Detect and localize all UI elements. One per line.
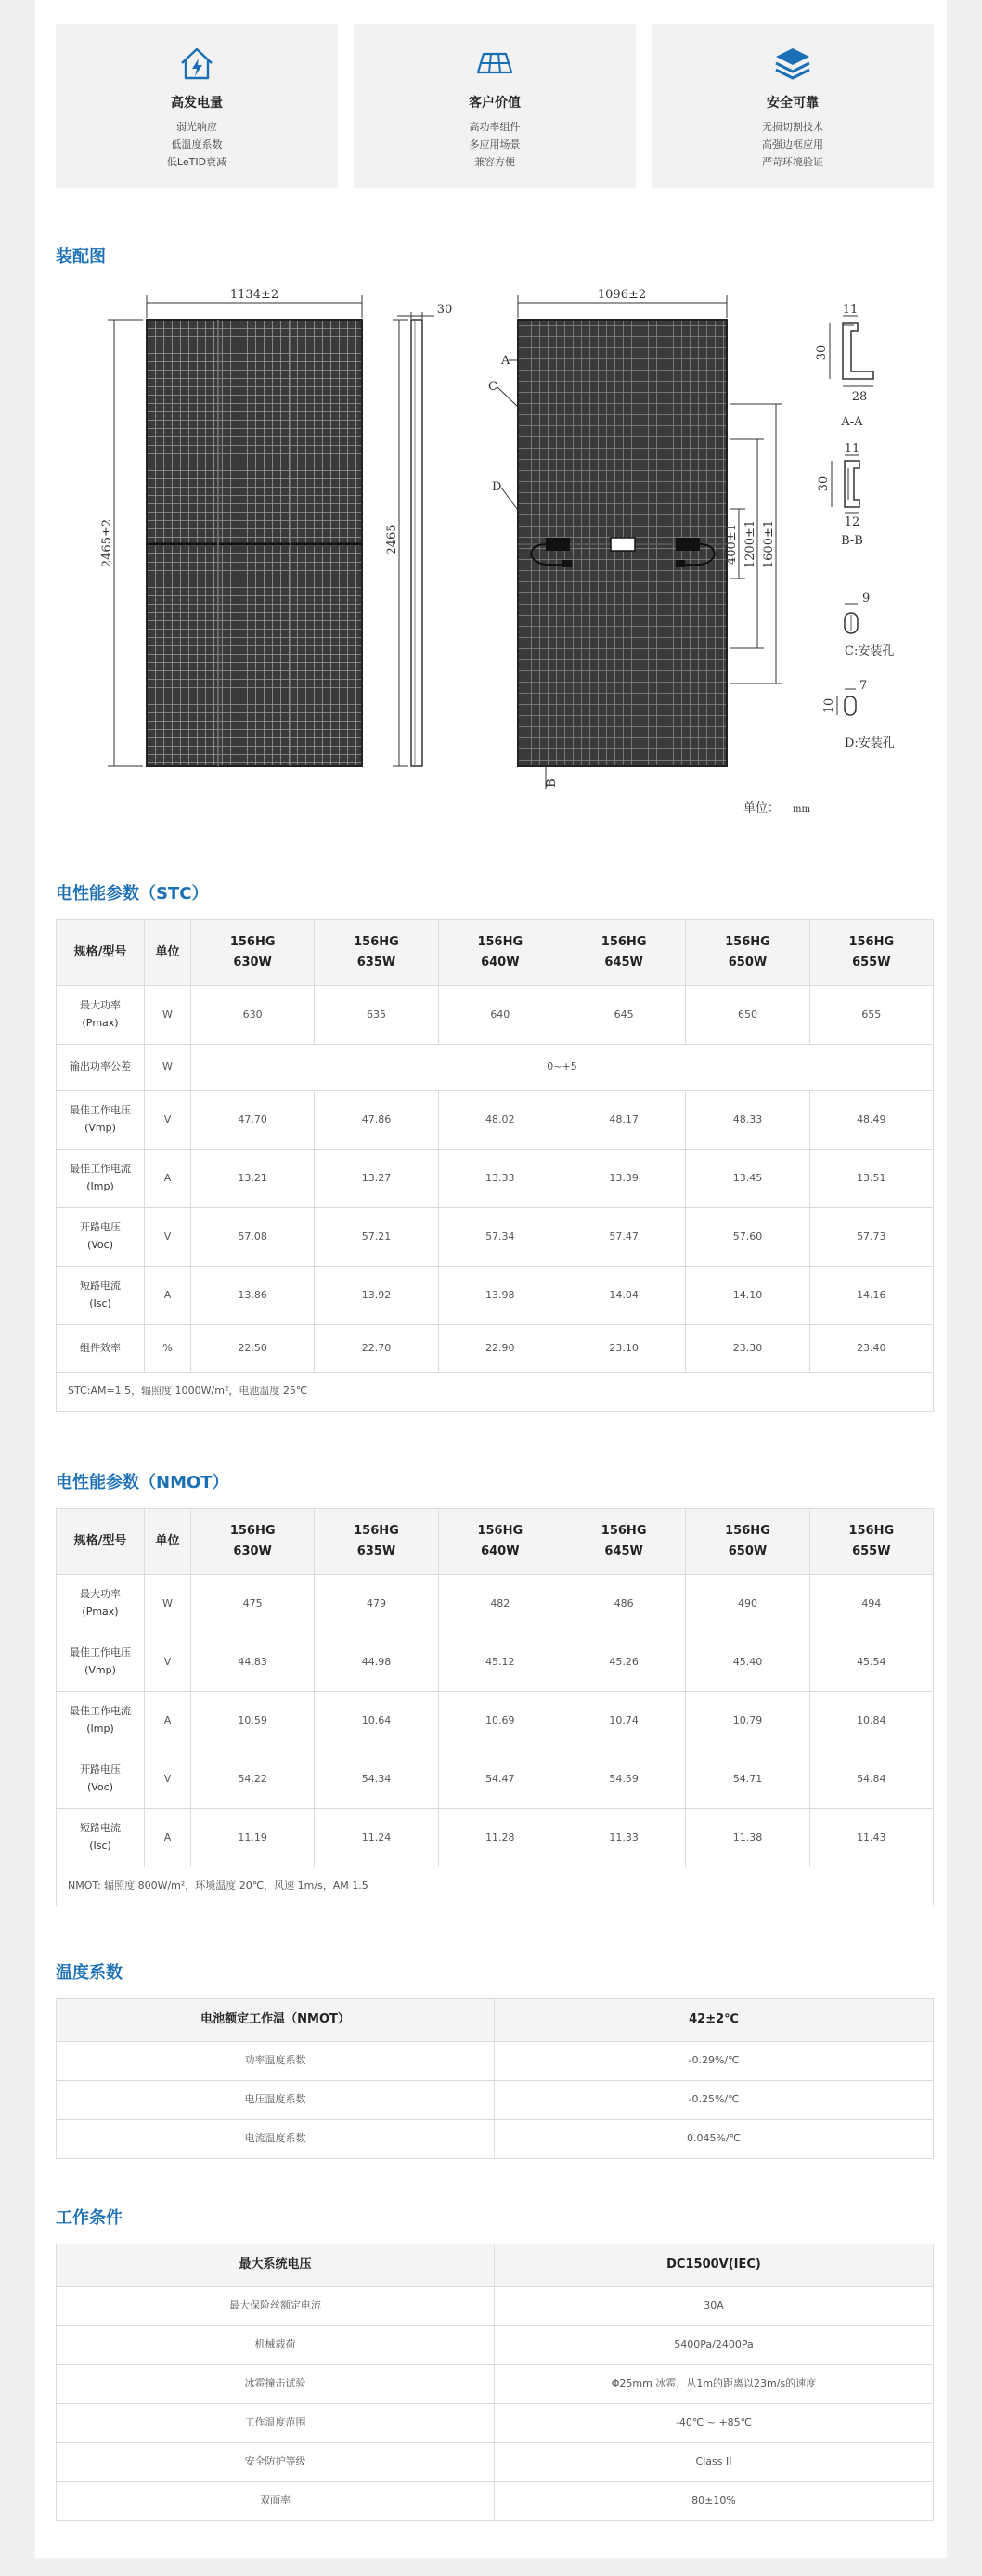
nmot-table [56,1508,934,1906]
feature-line: 无损切割技术 [762,121,823,133]
feature-line: 弱光响应 [176,121,217,133]
table-row: 开路电压 (Voc) V 57.08 57.21 57.34 57.47 57.60 57.73 [57,1208,934,1267]
feature-title: 高发电量 [171,96,223,111]
bb-bottom-dim: 12 [844,515,860,529]
assembly-drawing [63,269,917,826]
back-width-dimension: 1096±2 [597,288,647,302]
table-row: 最佳工作电压 (Vmp) V 47.70 47.86 48.02 48.17 48.33 48.49 [57,1091,934,1150]
c-label: C:安装孔 [845,644,895,658]
table-note-row [57,1867,934,1906]
table-row: 最佳工作电压 (Vmp) V 44.83 44.98 45.12 45.26 45.40 45.54 [57,1633,934,1692]
feature-cards [56,24,934,188]
c-dim: 9 [862,592,871,605]
feature-line: 兼容方便 [474,156,515,168]
table-row: 短路电流 (Isc) A 13.86 13.92 13.98 14.04 14.10 14.16 [57,1267,934,1325]
unit-label: 单位： [743,801,781,815]
dim-400: 400±1 [725,524,739,565]
side-view [411,320,422,766]
nmot-note: NMOT: 辐照度 800W/m²，环境温度 20℃，风速 1m/s，AM 1.5 [57,1867,934,1906]
feature-title: 客户价值 [469,96,521,111]
feature-line: 高功率组件 [469,121,521,133]
header-model-645: 156HG 645W [562,1509,685,1575]
table-header-row [57,2244,934,2287]
assembly-title: 装配图 [56,247,106,267]
d-label: D:安装孔 [845,736,895,750]
marker-b: B [545,778,559,787]
d-dim-w: 7 [859,679,868,693]
unit-value: mm [793,804,810,814]
table-header-row [57,920,934,986]
length-dimension: 2465±2 [100,518,114,568]
table-header-row [57,1999,934,2042]
feature-line: 低LeTID衰减 [166,156,227,168]
header-unit: 单位 [145,920,191,986]
conditions-title: 工作条件 [56,2208,123,2228]
table-row: 最大功率 (Pmax) W 630 635 640 645 650 655 [57,986,934,1045]
mounting-hole-d [845,696,856,715]
table-row: 最佳工作电流 (Imp) A 13.21 13.27 13.33 13.39 13.45 13.51 [57,1150,934,1208]
stc-note: STC:AM=1.5，辐照度 1000W/m²，电池温度 25℃ [57,1373,934,1412]
bb-height-dim: 30 [817,475,831,492]
header-model-635: 156HG 635W [315,1509,438,1575]
table-row: 最佳工作电流 (Imp) A 10.59 10.64 10.69 10.74 10.79 10.84 [57,1692,934,1750]
temp-header-value: 42±2℃ [495,1999,934,2042]
table-row: 电流温度系数 0.045%/℃ [57,2120,934,2159]
section-bb [845,461,859,507]
table-row: 短路电流 (Isc) A 11.19 11.24 11.28 11.33 11.38 11.43 [57,1809,934,1867]
conditions-table [56,2244,934,2521]
table-note-row [57,1373,934,1412]
header-unit: 单位 [145,1509,191,1575]
feature-card-power [56,24,338,188]
header-model-655: 156HG 655W [809,1509,933,1575]
table-row: 机械载荷 5400Pa/2400Pa [57,2326,934,2365]
table-row: 最大保险丝额定电流 30A [57,2287,934,2326]
header-model-645: 156HG 645W [562,920,685,986]
feature-card-safety [652,24,934,188]
feature-card-value [354,24,636,188]
aa-top-dim: 11 [842,303,859,317]
conditions-header-value: DC1500V(IEC) [495,2244,934,2287]
table-row: 最大功率 (Pmax) W 475 479 482 486 490 494 [57,1575,934,1633]
header-model-630: 156HG 630W [191,920,315,986]
stc-table [56,919,934,1412]
aa-label: A-A [841,415,863,429]
content-area [35,0,947,2558]
width-dimension: 1134±2 [229,288,279,302]
nmot-title: 电性能参数（NMOT） [56,1473,229,1492]
conditions-header-label: 最大系统电压 [57,2244,495,2287]
stc-title: 电性能参数（STC） [56,884,209,904]
house-lightning-icon [176,43,217,84]
dim-1600: 1600±1 [762,519,776,569]
header-model-655: 156HG 655W [809,920,933,986]
table-row: 安全防护等级 Class II [57,2443,934,2482]
header-model-640: 156HG 640W [438,920,562,986]
side-length-dimension: 2465 [385,524,399,555]
thickness-dimension: 30 [436,303,453,317]
table-row: 组件效率 % 22.50 22.70 22.90 23.10 23.30 23.40 [57,1325,934,1373]
temp-header-label: 电池额定工作温（NMOT） [57,1999,495,2042]
feature-line: 低温度系数 [171,138,223,150]
table-header-row [57,1509,934,1575]
table-row: 输出功率公差 W 0~+5 [57,1045,934,1091]
header-model-630: 156HG 630W [191,1509,315,1575]
front-panel [147,320,362,766]
feature-title: 安全可靠 [767,96,819,111]
header-model-650: 156HG 650W [686,920,809,986]
section-aa [843,323,873,379]
marker-d: D [492,480,502,494]
dim-1200: 1200±1 [743,519,757,569]
aa-bottom-dim: 28 [851,390,868,404]
layers-icon [772,43,813,84]
temp-title: 温度系数 [56,1963,123,1983]
temp-table [56,1998,934,2159]
table-row: 功率温度系数 -0.29%/℃ [57,2042,934,2081]
bb-top-dim: 11 [844,442,860,456]
mounting-hole-c [845,613,858,633]
header-model: 规格/型号 [57,920,145,986]
feature-line: 高强边框应用 [762,138,823,150]
feature-line: 多应用场景 [469,138,521,150]
header-model-650: 156HG 650W [686,1509,809,1575]
marker-a: A [501,354,510,368]
marker-c: C [488,380,497,394]
d-dim-h: 10 [822,697,836,714]
header-model-635: 156HG 635W [315,920,438,986]
table-row: 工作温度范围 -40℃ ~ +85℃ [57,2404,934,2443]
back-panel [518,320,727,766]
table-row: 开路电压 (Voc) V 54.22 54.34 54.47 54.59 54.71 54.84 [57,1750,934,1809]
table-row: 双面率 80±10% [57,2482,934,2521]
aa-height-dim: 30 [815,345,829,361]
header-model-640: 156HG 640W [438,1509,562,1575]
header-model: 规格/型号 [57,1509,145,1575]
table-row: 冰雹撞击试验 Φ25mm 冰雹，从1m的距离以23m/s的速度 [57,2365,934,2404]
table-row: 电压温度系数 -0.25%/℃ [57,2081,934,2120]
feature-line: 严苛环境验证 [762,156,823,168]
bb-label: B-B [841,534,863,548]
solar-panel-icon [474,43,515,84]
